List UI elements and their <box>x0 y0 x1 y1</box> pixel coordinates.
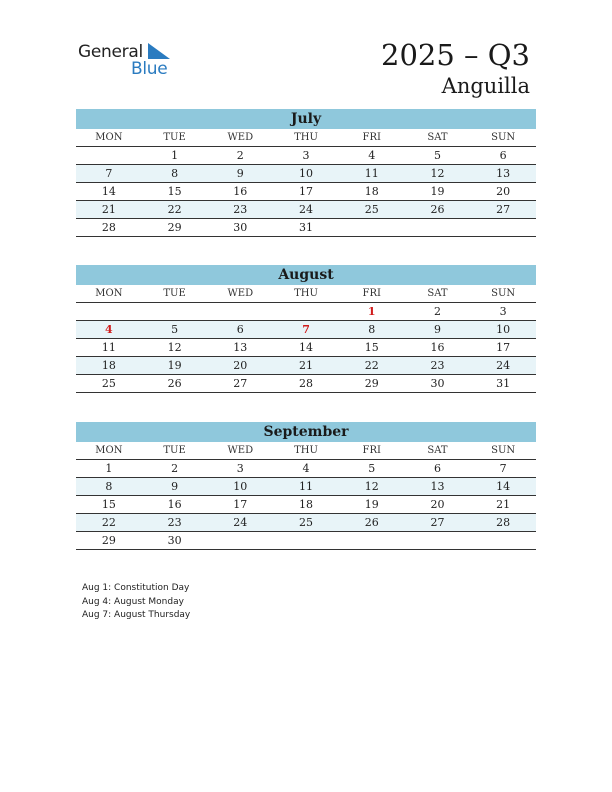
day-cell: 7 <box>499 462 507 475</box>
day-cell: 21 <box>101 203 116 216</box>
day-cell: 13 <box>496 167 511 180</box>
day-cell: 20 <box>430 498 445 511</box>
day-cell: 29 <box>364 377 379 390</box>
day-cell: 9 <box>236 167 244 180</box>
day-cell: 5 <box>368 462 376 475</box>
day-cell: 7 <box>302 323 310 336</box>
day-cell: 18 <box>364 185 379 198</box>
day-cell: 15 <box>364 341 379 354</box>
day-cell: 21 <box>299 359 314 372</box>
day-cell: 30 <box>167 534 182 547</box>
day-cell: 10 <box>496 323 511 336</box>
day-cell: 15 <box>167 185 182 198</box>
day-cell: 28 <box>299 377 314 390</box>
day-cell: 2 <box>236 149 244 162</box>
logo-triangle-icon <box>148 43 170 59</box>
day-cell: 2 <box>433 305 441 318</box>
day-cell: 19 <box>167 359 182 372</box>
weekday-label: TUE <box>163 288 186 299</box>
day-cell: 27 <box>233 377 248 390</box>
weekday-label: THU <box>294 132 318 143</box>
week-row <box>76 478 536 496</box>
month-title: August <box>76 265 536 285</box>
generalblue-logo <box>78 40 178 80</box>
holiday-note: Aug 4: August Monday <box>82 596 184 607</box>
week-row <box>76 357 536 375</box>
country-name: Anguilla <box>441 74 530 98</box>
day-cell: 11 <box>364 167 379 180</box>
weekday-label: THU <box>294 445 318 456</box>
day-cell: 21 <box>496 498 511 511</box>
week-row <box>76 532 536 550</box>
day-cell: 30 <box>430 377 445 390</box>
month-calendar-july <box>76 109 536 237</box>
holiday-note: Aug 1: Constitution Day <box>82 583 190 593</box>
weekday-label: TUE <box>163 132 186 143</box>
day-cell: 6 <box>236 323 244 336</box>
empty-day-cell <box>470 219 536 236</box>
empty-day-cell <box>142 303 208 320</box>
day-cell: 1 <box>171 149 179 162</box>
empty-day-cell <box>76 147 142 164</box>
day-cell: 23 <box>167 516 182 529</box>
weekday-header-row <box>76 442 536 460</box>
week-row <box>76 339 536 357</box>
day-cell: 22 <box>167 203 182 216</box>
day-cell: 10 <box>233 480 248 493</box>
day-cell: 13 <box>233 341 248 354</box>
day-cell: 3 <box>499 305 507 318</box>
weekday-label: WED <box>227 445 254 456</box>
day-cell: 31 <box>496 377 511 390</box>
empty-day-cell <box>339 532 405 549</box>
day-cell: 23 <box>430 359 445 372</box>
day-cell: 4 <box>368 149 376 162</box>
weekday-header-row <box>76 285 536 303</box>
day-cell: 9 <box>433 323 441 336</box>
week-row <box>76 375 536 393</box>
month-title: September <box>76 422 536 442</box>
week-row <box>76 147 536 165</box>
day-cell: 3 <box>236 462 244 475</box>
weekday-label: SAT <box>427 288 448 299</box>
empty-day-cell <box>273 303 339 320</box>
weekday-label: THU <box>294 288 318 299</box>
weekday-label: SAT <box>427 445 448 456</box>
day-cell: 22 <box>101 516 116 529</box>
day-cell: 18 <box>101 359 116 372</box>
day-cell: 26 <box>167 377 182 390</box>
day-cell: 4 <box>302 462 310 475</box>
day-cell: 17 <box>233 498 248 511</box>
week-row <box>76 201 536 219</box>
week-row <box>76 165 536 183</box>
day-cell: 10 <box>299 167 314 180</box>
logo-text-blue: Blue <box>131 59 168 79</box>
day-cell: 17 <box>496 341 511 354</box>
day-cell: 25 <box>101 377 116 390</box>
day-cell: 12 <box>364 480 379 493</box>
holiday-notes <box>82 582 190 623</box>
empty-day-cell <box>405 219 471 236</box>
weekday-label: FRI <box>362 132 381 143</box>
day-cell: 3 <box>302 149 310 162</box>
day-cell: 20 <box>233 359 248 372</box>
week-row <box>76 460 536 478</box>
day-cell: 20 <box>496 185 511 198</box>
empty-day-cell <box>405 532 471 549</box>
day-cell: 19 <box>364 498 379 511</box>
day-cell: 24 <box>299 203 314 216</box>
day-cell: 16 <box>233 185 248 198</box>
day-cell: 12 <box>167 341 182 354</box>
week-row <box>76 219 536 237</box>
day-cell: 22 <box>364 359 379 372</box>
weekday-label: MON <box>95 288 123 299</box>
day-cell: 8 <box>368 323 376 336</box>
month-title: July <box>76 109 536 129</box>
day-cell: 5 <box>433 149 441 162</box>
day-cell: 17 <box>299 185 314 198</box>
weekday-label: SUN <box>491 445 516 456</box>
day-cell: 12 <box>430 167 445 180</box>
empty-day-cell <box>207 532 273 549</box>
empty-day-cell <box>76 303 142 320</box>
logo-text-general: General <box>78 42 143 62</box>
weekday-header-row <box>76 129 536 147</box>
weekday-label: WED <box>227 132 254 143</box>
day-cell: 19 <box>430 185 445 198</box>
day-cell: 25 <box>299 516 314 529</box>
empty-day-cell <box>207 303 273 320</box>
day-cell: 28 <box>496 516 511 529</box>
day-cell: 4 <box>105 323 113 336</box>
day-cell: 15 <box>101 498 116 511</box>
day-cell: 14 <box>299 341 314 354</box>
day-cell: 27 <box>430 516 445 529</box>
day-cell: 28 <box>101 221 116 234</box>
day-cell: 8 <box>171 167 179 180</box>
weekday-label: WED <box>227 288 254 299</box>
week-row <box>76 496 536 514</box>
day-cell: 8 <box>105 480 113 493</box>
day-cell: 23 <box>233 203 248 216</box>
day-cell: 26 <box>364 516 379 529</box>
day-cell: 24 <box>233 516 248 529</box>
weekday-label: FRI <box>362 288 381 299</box>
week-row <box>76 303 536 321</box>
day-cell: 2 <box>171 462 179 475</box>
day-cell: 27 <box>496 203 511 216</box>
day-cell: 25 <box>364 203 379 216</box>
month-calendar-august <box>76 265 536 393</box>
day-cell: 11 <box>299 480 314 493</box>
weekday-label: SUN <box>491 288 516 299</box>
weekday-label: SAT <box>427 132 448 143</box>
week-row <box>76 183 536 201</box>
weekday-label: FRI <box>362 445 381 456</box>
day-cell: 31 <box>299 221 314 234</box>
day-cell: 6 <box>499 149 507 162</box>
weekday-label: MON <box>95 132 123 143</box>
day-cell: 16 <box>167 498 182 511</box>
empty-day-cell <box>273 532 339 549</box>
day-cell: 18 <box>299 498 314 511</box>
day-cell: 29 <box>167 221 182 234</box>
holiday-note: Aug 7: August Thursday <box>82 610 191 620</box>
day-cell: 13 <box>430 480 445 493</box>
day-cell: 14 <box>496 480 511 493</box>
day-cell: 29 <box>101 534 116 547</box>
day-cell: 6 <box>433 462 441 475</box>
week-row <box>76 321 536 339</box>
weekday-label: SUN <box>491 132 516 143</box>
week-row <box>76 514 536 532</box>
month-calendar-september <box>76 422 536 550</box>
empty-day-cell <box>339 219 405 236</box>
day-cell: 5 <box>171 323 179 336</box>
day-cell: 9 <box>171 480 179 493</box>
weekday-label: TUE <box>163 445 186 456</box>
day-cell: 1 <box>105 462 113 475</box>
empty-day-cell <box>470 532 536 549</box>
day-cell: 26 <box>430 203 445 216</box>
day-cell: 24 <box>496 359 511 372</box>
page-title: 2025 – Q3 <box>381 38 530 72</box>
weekday-label: MON <box>95 445 123 456</box>
day-cell: 1 <box>367 305 376 318</box>
day-cell: 30 <box>233 221 248 234</box>
day-cell: 14 <box>101 185 116 198</box>
day-cell: 16 <box>430 341 445 354</box>
day-cell: 7 <box>105 167 113 180</box>
day-cell: 11 <box>101 341 116 354</box>
